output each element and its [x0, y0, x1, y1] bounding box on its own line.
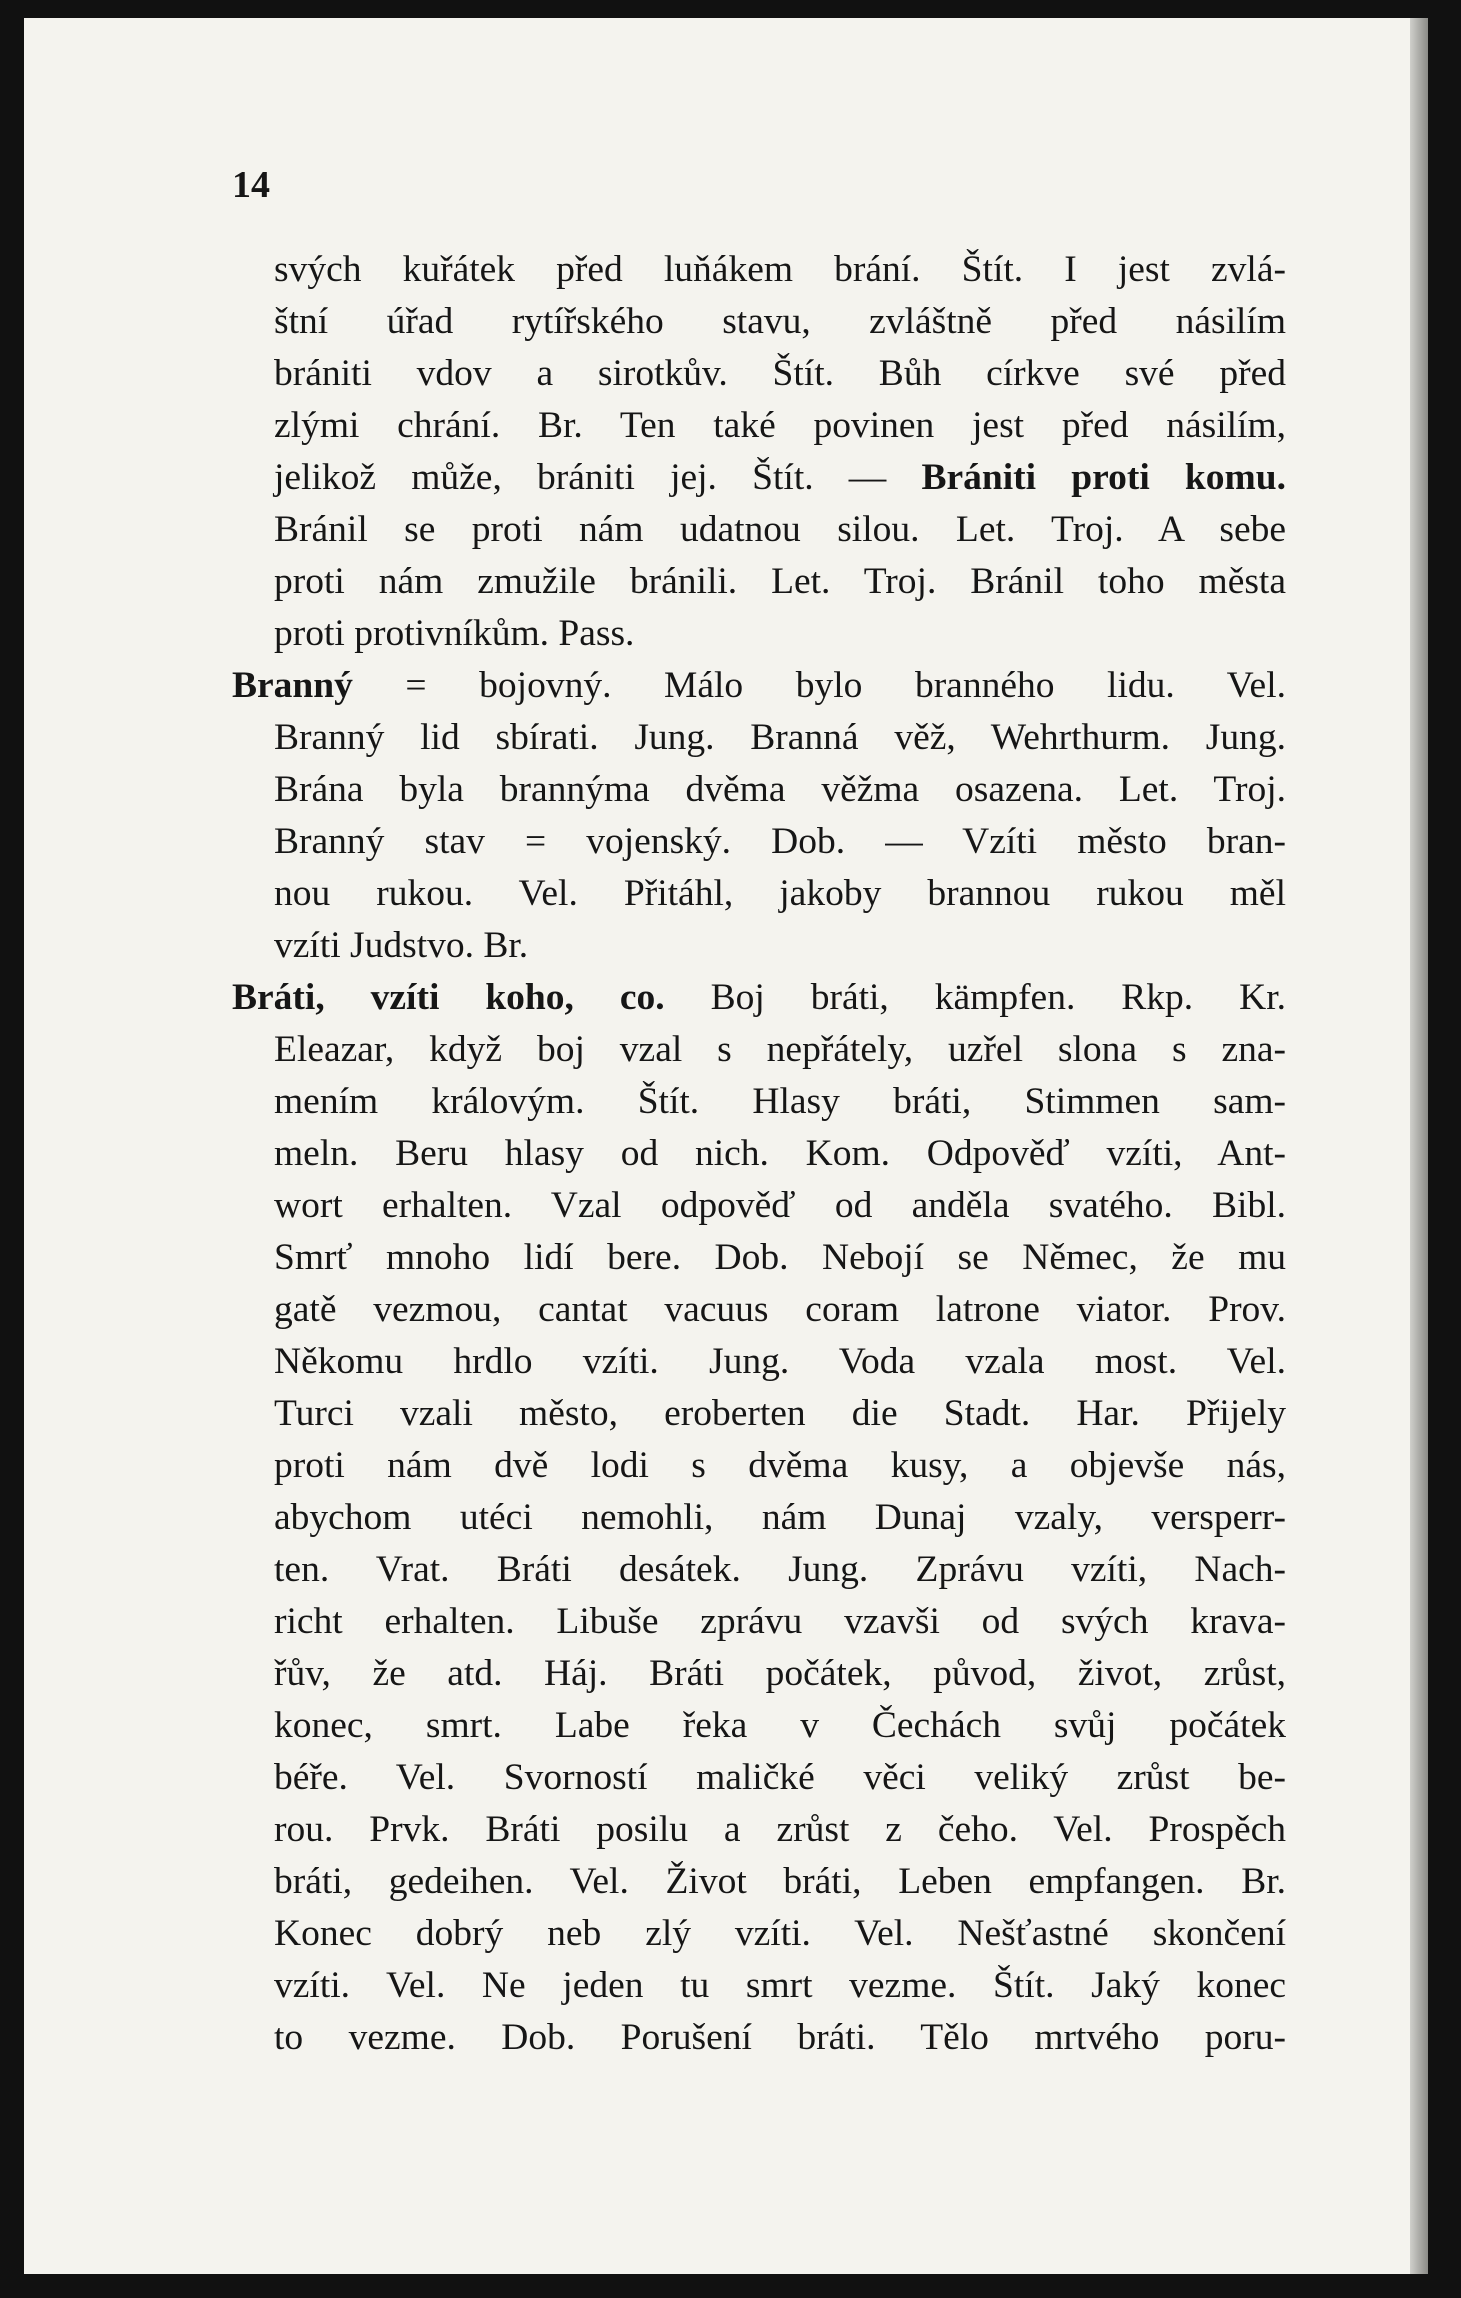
text-line [274, 452, 1286, 504]
text-run: Turci vzali město, eroberten die Stadt. Har. Přijely [274, 1393, 1286, 1434]
text-run: rou. Prvk. Bráti posilu a zrůst z čeho. Vel. Prospěch [274, 1809, 1286, 1850]
text-run: Brána byla brannýma dvěma věžma osazena. Let. Troj. [274, 769, 1286, 810]
text-run: Bránil se proti nám udatnou silou. Let. Troj. A sebe [274, 509, 1286, 550]
text-line [274, 1388, 1286, 1440]
text-run: Boj bráti, kämpfen. Rkp. Kr. [664, 977, 1286, 1018]
text-line [274, 556, 1286, 608]
text-run: vzíti Judstvo. Br. [274, 925, 529, 966]
entry-headword: Bráti, vzíti koho, co. [232, 977, 665, 1018]
text-line [274, 244, 1286, 296]
text-run: nou rukou. Vel. Přitáhl, jakoby brannou rukou měl [274, 873, 1286, 914]
text-line [274, 296, 1286, 348]
text-run: proti nám zmužile bránili. Let. Troj. Bránil toho města [274, 561, 1286, 602]
text-line [232, 660, 1286, 712]
text-line [274, 1700, 1286, 1752]
page-edge-shadow [1410, 18, 1428, 2274]
text-line [274, 1232, 1286, 1284]
text-run: richt erhalten. Libuše zprávu vzavši od svých krava- [274, 1601, 1286, 1642]
text-line [274, 1544, 1286, 1596]
text-run: abychom utéci nemohli, nám Dunaj vzaly, versperr- [274, 1497, 1286, 1538]
text-run: konec, smrt. Labe řeka v Čechách svůj počátek [274, 1705, 1286, 1746]
text-run: Eleazar, když boj vzal s nepřátely, uzřel slona s zna- [274, 1029, 1286, 1070]
text-run: zlými chrání. Br. Ten také povinen jest před násilím, [274, 405, 1286, 446]
text-run: řův, že atd. Háj. Bráti počátek, původ, život, zrůst, [274, 1653, 1286, 1694]
text-run: béře. Vel. Svorností maličké věci veliký zrůst be- [274, 1757, 1286, 1798]
text-run: proti protivníkům. Pass. [274, 613, 635, 654]
text-run: gatě vezmou, cantat vacuus coram latrone viator. Prov. [274, 1289, 1286, 1330]
text-run: svých kuřátek před luňákem brání. Štít. I jest zvlá- [274, 249, 1286, 290]
text-line [274, 1960, 1286, 2012]
book-page [24, 18, 1428, 2274]
text-line [274, 816, 1286, 868]
text-line [274, 1440, 1286, 1492]
entry-headword: Brániti proti komu. [921, 457, 1286, 498]
text-run: wort erhalten. Vzal odpověď od anděla svatého. Bibl. [274, 1185, 1286, 1226]
text-line [274, 764, 1286, 816]
text-run: Smrť mnoho lidí bere. Dob. Nebojí se Němec, že mu [274, 1237, 1286, 1278]
text-run: jelikož může, brániti jej. Štít. — [274, 457, 922, 498]
text-line [274, 2012, 1286, 2064]
text-line [274, 1648, 1286, 1700]
text-line [274, 608, 1286, 660]
text-run: = bojovný. Málo bylo branného lidu. Vel. [352, 665, 1286, 706]
text-line [274, 1908, 1286, 1960]
text-run: meln. Beru hlasy od nich. Kom. Odpověď vzíti, Ant- [274, 1133, 1286, 1174]
text-line [274, 1180, 1286, 1232]
text-run: Branný lid sbírati. Jung. Branná věž, Wehrthurm. Jung. [274, 717, 1286, 758]
text-line [274, 1752, 1286, 1804]
text-line [274, 1128, 1286, 1180]
text-run: mením královým. Štít. Hlasy bráti, Stimmen sam- [274, 1081, 1286, 1122]
text-line [274, 1492, 1286, 1544]
text-line [274, 1804, 1286, 1856]
text-run: bráti, gedeihen. Vel. Život bráti, Leben empfangen. Br. [274, 1861, 1286, 1902]
text-run: vzíti. Vel. Ne jeden tu smrt vezme. Štít. Jaký konec [274, 1965, 1286, 2006]
text-run: Konec dobrý neb zlý vzíti. Vel. Nešťastné skončení [274, 1913, 1286, 1954]
text-line [274, 1076, 1286, 1128]
text-run: Branný stav = vojenský. Dob. — Vzíti město bran- [274, 821, 1286, 862]
text-run: Někomu hrdlo vzíti. Jung. Voda vzala most. Vel. [274, 1341, 1286, 1382]
text-line [274, 400, 1286, 452]
text-line [274, 1856, 1286, 1908]
text-run: štní úřad rytířského stavu, zvláštně před násilím [274, 301, 1286, 342]
text-run: to vezme. Dob. Porušení bráti. Tělo mrtvého poru- [274, 2017, 1286, 2058]
text-line [274, 712, 1286, 764]
entry-headword: Branný [232, 665, 353, 706]
text-line [274, 920, 1286, 972]
text-line [274, 868, 1286, 920]
text-line [274, 1596, 1286, 1648]
text-line [274, 348, 1286, 400]
page-number: 14 [232, 164, 270, 206]
text-line [274, 1024, 1286, 1076]
text-line [232, 972, 1286, 1024]
text-line [274, 1284, 1286, 1336]
text-run: brániti vdov a sirotkův. Štít. Bůh církve své před [274, 353, 1286, 394]
text-run: proti nám dvě lodi s dvěma kusy, a objevše nás, [274, 1445, 1286, 1486]
text-run: ten. Vrat. Bráti desátek. Jung. Zprávu vzíti, Nach- [274, 1549, 1286, 1590]
text-line [274, 504, 1286, 556]
text-line [274, 1336, 1286, 1388]
